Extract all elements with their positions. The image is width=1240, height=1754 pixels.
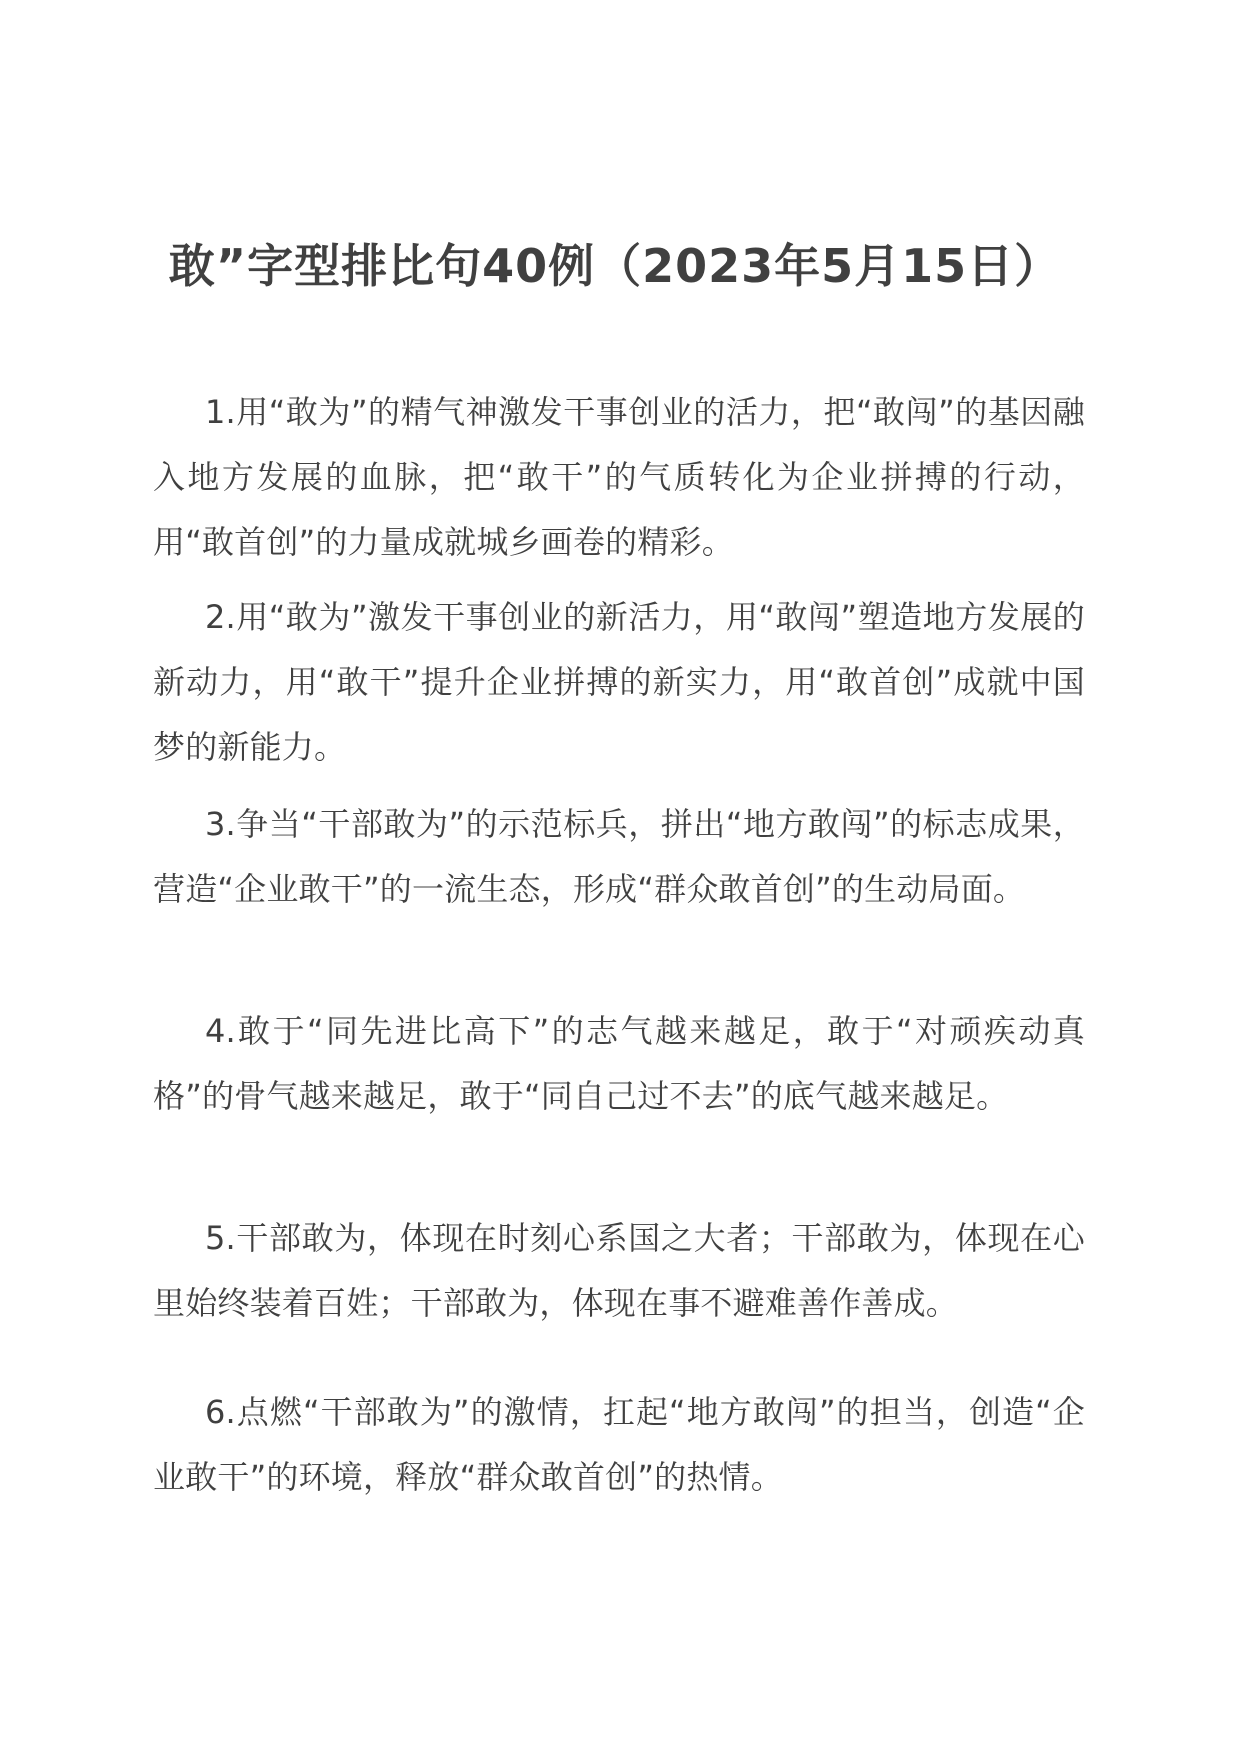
paragraph-3: 3.争当“干部敢为”的示范标兵，拼出“地方敢闯”的标志成果，营造“企业敢干”的一流生态，形成“群众敢首创”的生动局面。 (153, 805, 1085, 908)
document-title: 敢”字型排比句40例（2023年5月15日） (168, 239, 1062, 293)
paragraph-2: 2.用“敢为”激发干事创业的新活力，用“敢闯”塑造地方发展的新动力，用“敢干”提升企业拼搏的新实力，用“敢首创”成就中国梦的新能力。 (153, 598, 1085, 766)
paragraph-4: 4.敢于“同先进比高下”的志气越来越足，敢于“对顽疾动真格”的骨气越来越足，敢于“同自己过不去”的底气越来越足。 (153, 1012, 1085, 1115)
paragraph-6: 6.点燃“干部敢为”的激情，扛起“地方敢闯”的担当，创造“企业敢干”的环境，释放“群众敢首创”的热情。 (153, 1393, 1085, 1496)
paragraph-1: 1.用“敢为”的精气神激发干事创业的活力，把“敢闯”的基因融入地方发展的血脉，把“敢干”的气质转化为企业拼搏的行动，用“敢首创”的力量成就城乡画卷的精彩。 (153, 393, 1085, 561)
paragraph-5: 5.干部敢为，体现在时刻心系国之大者；干部敢为，体现在心里始终装着百姓；干部敢为，体现在事不避难善作善成。 (153, 1219, 1085, 1322)
